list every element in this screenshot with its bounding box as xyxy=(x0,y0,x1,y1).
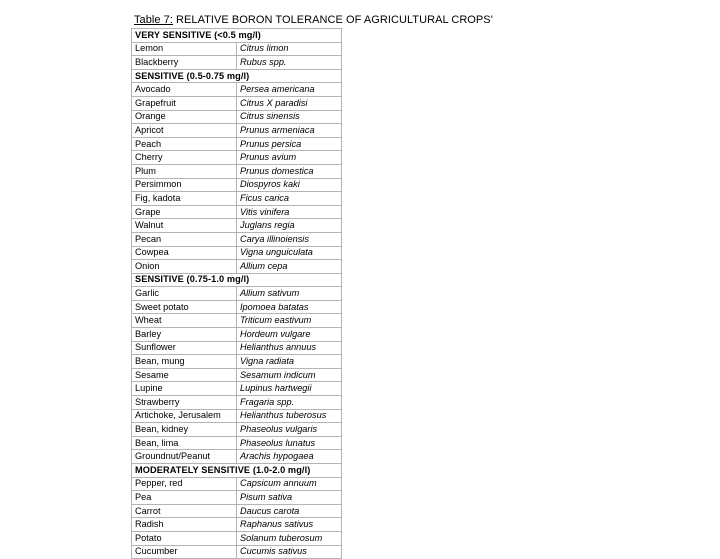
common-name-cell: Cowpea xyxy=(132,246,237,260)
table-row xyxy=(132,56,342,70)
scientific-name-cell: Capsicum annuum xyxy=(237,477,342,491)
common-name-cell: Radish xyxy=(132,518,237,532)
scientific-name-cell: Hordeum vulgare xyxy=(237,328,342,342)
common-name-cell: Lemon xyxy=(132,42,237,56)
common-name-cell: Grapefruit xyxy=(132,96,237,110)
scientific-name-cell: Triticum eastivum xyxy=(237,314,342,328)
scientific-name-cell: Vigna radiata xyxy=(237,355,342,369)
table-row xyxy=(132,260,342,274)
scientific-name-cell: Allium cepa xyxy=(237,260,342,274)
table-row xyxy=(132,477,342,491)
table-row xyxy=(132,314,342,328)
table-row xyxy=(132,96,342,110)
scientific-name-cell: Sesamum indicum xyxy=(237,368,342,382)
common-name-cell: Sweet potato xyxy=(132,300,237,314)
table-row xyxy=(132,192,342,206)
scientific-name-cell: Prunus armeniaca xyxy=(237,124,342,138)
category-heading: SENSITIVE (0.75-1.0 mg/l) xyxy=(132,273,342,287)
scientific-name-cell: Cucumis sativus xyxy=(237,545,342,559)
scientific-name-cell: Prunus domestica xyxy=(237,164,342,178)
common-name-cell: Fig, kadota xyxy=(132,192,237,206)
common-name-cell: Garlic xyxy=(132,287,237,301)
scientific-name-cell: Citrus sinensis xyxy=(237,110,342,124)
common-name-cell: Bean, kidney xyxy=(132,423,237,437)
table-row xyxy=(132,531,342,545)
table-row xyxy=(132,545,342,559)
scientific-name-cell: Vitis vinifera xyxy=(237,205,342,219)
common-name-cell: Groundnut/Peanut xyxy=(132,450,237,464)
scientific-name-cell: Vigna unguiculata xyxy=(237,246,342,260)
common-name-cell: Sunflower xyxy=(132,341,237,355)
common-name-cell: Plum xyxy=(132,164,237,178)
common-name-cell: Carrot xyxy=(132,504,237,518)
scientific-name-cell: Ipomoea batatas xyxy=(237,300,342,314)
table-row xyxy=(132,341,342,355)
table-row xyxy=(132,137,342,151)
table-title xyxy=(134,14,493,27)
table-row xyxy=(132,246,342,260)
table-row xyxy=(132,219,342,233)
table-body xyxy=(132,29,342,559)
table-row xyxy=(132,164,342,178)
common-name-cell: Barley xyxy=(132,328,237,342)
table-row xyxy=(132,396,342,410)
scientific-name-cell: Citrus limon xyxy=(237,42,342,56)
category-row xyxy=(132,29,342,43)
category-heading: SENSITIVE (0.5-0.75 mg/l) xyxy=(132,69,342,83)
common-name-cell: Persimmon xyxy=(132,178,237,192)
category-row xyxy=(132,464,342,478)
table-row xyxy=(132,409,342,423)
common-name-cell: Peach xyxy=(132,137,237,151)
common-name-cell: Potato xyxy=(132,531,237,545)
scientific-name-cell: Helianthus tuberosus xyxy=(237,409,342,423)
table-row xyxy=(132,232,342,246)
common-name-cell: Pea xyxy=(132,491,237,505)
common-name-cell: Lupine xyxy=(132,382,237,396)
table-row xyxy=(132,504,342,518)
common-name-cell: Artichoke, Jerusalem xyxy=(132,409,237,423)
scientific-name-cell: Fragaria spp. xyxy=(237,396,342,410)
common-name-cell: Blackberry xyxy=(132,56,237,70)
scientific-name-cell: Helianthus annuus xyxy=(237,341,342,355)
scientific-name-cell: Arachis hypogaea xyxy=(237,450,342,464)
scientific-name-cell: Lupinus hartwegii xyxy=(237,382,342,396)
table-row xyxy=(132,110,342,124)
common-name-cell: Bean, mung xyxy=(132,355,237,369)
common-name-cell: Pecan xyxy=(132,232,237,246)
table-row xyxy=(132,178,342,192)
common-name-cell: Apricot xyxy=(132,124,237,138)
category-row xyxy=(132,273,342,287)
table-row xyxy=(132,205,342,219)
table-row xyxy=(132,423,342,437)
table-title-prefix: Table 7: xyxy=(134,14,173,26)
common-name-cell: Orange xyxy=(132,110,237,124)
category-heading: VERY SENSITIVE (<0.5 mg/l) xyxy=(132,29,342,43)
scientific-name-cell: Rubus spp. xyxy=(237,56,342,70)
scientific-name-cell: Persea americana xyxy=(237,83,342,97)
common-name-cell: Sesame xyxy=(132,368,237,382)
table-row xyxy=(132,436,342,450)
common-name-cell: Onion xyxy=(132,260,237,274)
table-row xyxy=(132,491,342,505)
table-row xyxy=(132,328,342,342)
boron-tolerance-table xyxy=(131,28,342,559)
table-row xyxy=(132,287,342,301)
scientific-name-cell: Diospyros kaki xyxy=(237,178,342,192)
common-name-cell: Avocado xyxy=(132,83,237,97)
table-row xyxy=(132,42,342,56)
scientific-name-cell: Citrus X paradisi xyxy=(237,96,342,110)
common-name-cell: Cherry xyxy=(132,151,237,165)
common-name-cell: Walnut xyxy=(132,219,237,233)
common-name-cell: Grape xyxy=(132,205,237,219)
table-row xyxy=(132,518,342,532)
scientific-name-cell: Carya illinoiensis xyxy=(237,232,342,246)
scientific-name-cell: Allium sativum xyxy=(237,287,342,301)
common-name-cell: Strawberry xyxy=(132,396,237,410)
scientific-name-cell: Juglans regia xyxy=(237,219,342,233)
common-name-cell: Bean, lima xyxy=(132,436,237,450)
scientific-name-cell: Raphanus sativus xyxy=(237,518,342,532)
table-title-text: RELATIVE BORON TOLERANCE OF AGRICULTURAL CROPS' xyxy=(172,14,493,26)
scientific-name-cell: Phaseolus lunatus xyxy=(237,436,342,450)
category-row xyxy=(132,69,342,83)
scientific-name-cell: Prunus persica xyxy=(237,137,342,151)
table-row xyxy=(132,355,342,369)
common-name-cell: Wheat xyxy=(132,314,237,328)
table-row xyxy=(132,83,342,97)
scientific-name-cell: Phaseolus vulgaris xyxy=(237,423,342,437)
table-row xyxy=(132,382,342,396)
scientific-name-cell: Pisum sativa xyxy=(237,491,342,505)
table-row xyxy=(132,450,342,464)
category-heading: MODERATELY SENSITIVE (1.0-2.0 mg/l) xyxy=(132,464,342,478)
scientific-name-cell: Ficus carica xyxy=(237,192,342,206)
table-row xyxy=(132,151,342,165)
scientific-name-cell: Prunus avium xyxy=(237,151,342,165)
scientific-name-cell: Solanum tuberosum xyxy=(237,531,342,545)
table-row xyxy=(132,124,342,138)
table-row xyxy=(132,300,342,314)
common-name-cell: Cucumber xyxy=(132,545,237,559)
table-row xyxy=(132,368,342,382)
scientific-name-cell: Daucus carota xyxy=(237,504,342,518)
common-name-cell: Pepper, red xyxy=(132,477,237,491)
